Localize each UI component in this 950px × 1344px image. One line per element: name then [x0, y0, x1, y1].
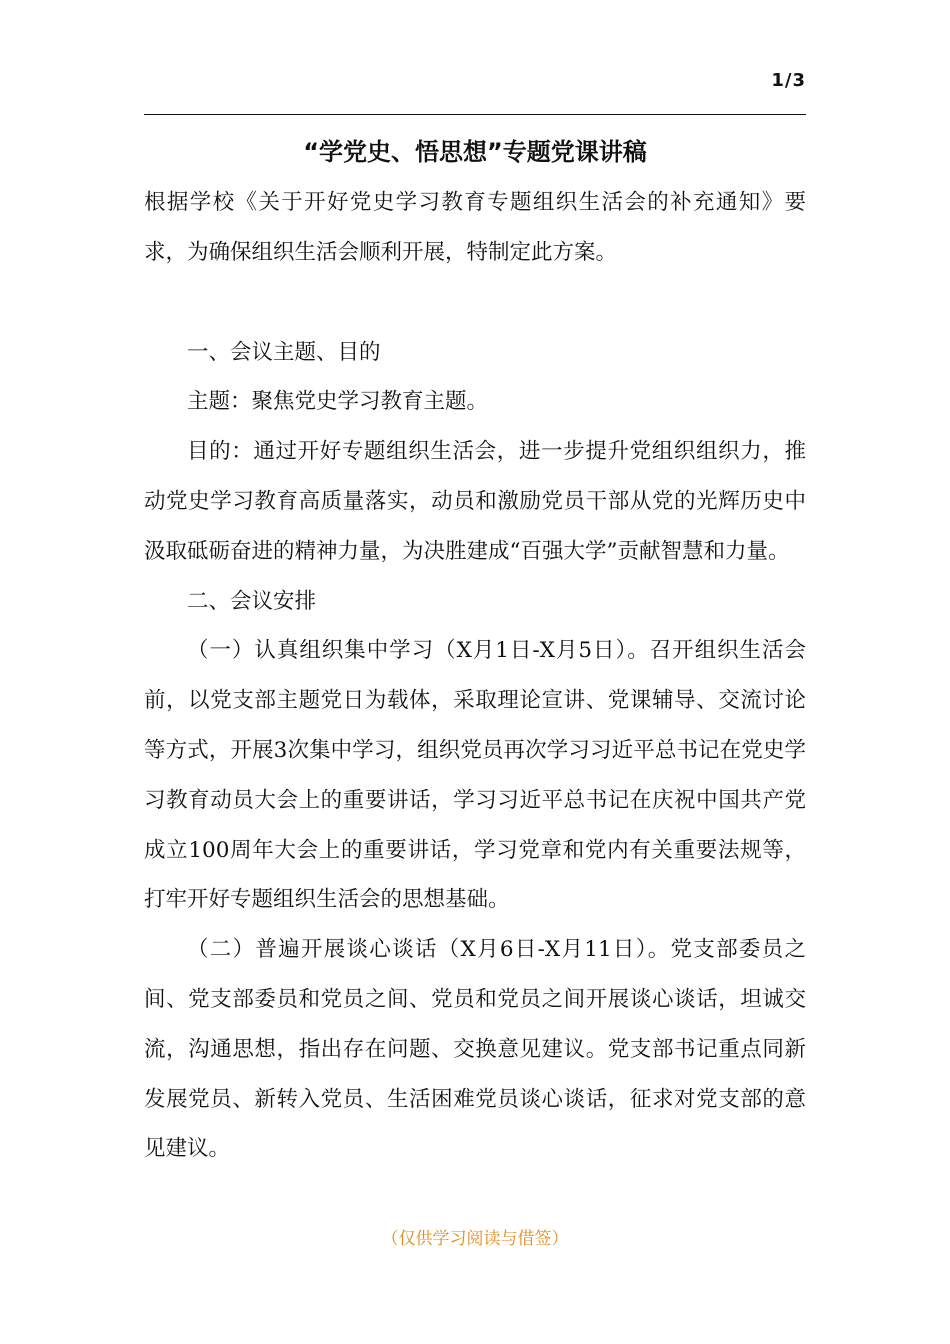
section-heading-2: 二、会议安排	[187, 588, 317, 614]
page-number: 1/3	[771, 70, 806, 91]
header-divider	[144, 114, 806, 115]
section-heading-1: 一、会议主题、目的	[187, 339, 381, 365]
intro-paragraph: 根据学校《关于开好党史学习教育专题组织生活会的补充通知》要求，为确保组织生活会顺利开展，特制定此方案。	[144, 190, 806, 265]
document-body	[144, 178, 806, 1174]
arrangement-item-1: （一）认真组织集中学习（X月1日-X月5日）。召开组织生活会前，以党支部主题党日为载体，采取理论宣讲、党课辅导、交流讨论等方式，开展3次集中学习，组织党员再次学习习近平总书记在党史学习教育动员大会上的重要讲话，学习习近平总书记在庆祝中国共产党成立100周年大会上的重要讲话，学习党章和党内有关重要法规等，打牢开好专题组织生活会的思想基础。	[144, 638, 806, 913]
theme-paragraph: 主题：聚焦党史学习教育主题。	[187, 389, 489, 415]
arrangement-item-2: （二）普遍开展谈心谈话（X月6日-X月11日）。党支部委员之间、党支部委员和党员之间、党员和党员之间开展谈心谈话，坦诚交流，沟通思想，指出存在问题、交换意见建议。党支部书记重点同新发展党员、新转入党员、生活困难党员谈心谈话，征求对党支部的意见建议。	[144, 937, 806, 1162]
purpose-paragraph: 目的：通过开好专题组织生活会，进一步提升党组织组织力，推动党史学习教育高质量落实，动员和激励党员干部从党的光辉历史中汲取砥砺奋进的精神力量，为决胜建成“百强大学”贡献智慧和力量。	[144, 439, 806, 564]
paragraph-spacer	[144, 278, 806, 328]
document-title: “学党史、悟思想”专题党课讲稿	[303, 138, 647, 166]
footer-note: （仅供学习阅读与借签）	[381, 1229, 569, 1249]
